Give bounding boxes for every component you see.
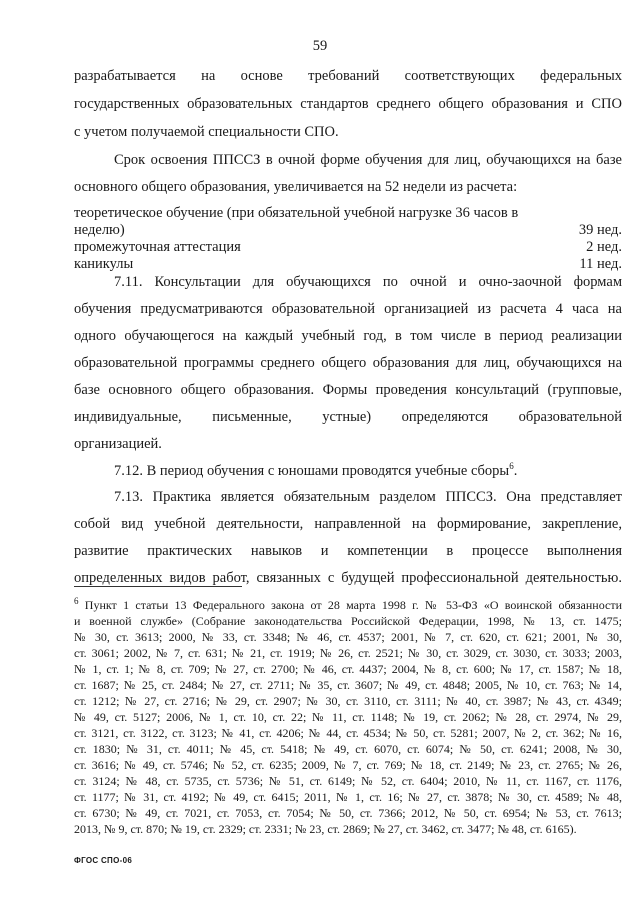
para-713-line: собой вид учебной деятельности, направленной на формирование, закрепление, [74, 516, 622, 532]
footnote-line: № 1, ст. 1; № 8, ст. 709; № 27, ст. 2700; № 46, ст. 4437; 2004, № 8, ст. 600; № 17, ст. 1587; № 18, [74, 662, 622, 676]
footnote-line: № 30, ст. 3613; 2000, № 33, ст. 3348; № 46, ст. 4537; 2001, № 7, ст. 620, ст. 621; 2001, № 30, [74, 630, 622, 644]
para-713-line: определенных видов работ, связанных с будущей профессиональной деятельностью. [74, 570, 622, 586]
para-713-line: 7.13. Практика является обязательным разделом ППССЗ. Она представляет [114, 489, 622, 505]
schedule-row-holidays [74, 256, 622, 273]
schedule-theory-value: 39 нед. [578, 222, 622, 238]
footnote-line: и военной службе» (Собрание законодательства Российской Федерации, 1998, № 13, ст. 1475; [74, 614, 622, 628]
footnote-line: 2013, № 9, ст. 870; № 19, ст. 2329; ст. 2331; № 23, ст. 2869; № 27, ст. 3462, ст. 3477; № 48, ст. 6165). [74, 822, 577, 836]
para-711-line: организацией. [74, 436, 162, 452]
footnote-line: № 49, ст. 5127; 2006, № 1, ст. 10, ст. 22; № 11, ст. 1148; № 19, ст. 2062; № 28, ст. 2974, № 29, [74, 710, 622, 724]
schedule-holidays-value: 11 нед. [579, 256, 622, 272]
para-712-text: 7.12. В период обучения с юношами проводятся учебные сборы [114, 463, 510, 479]
para-711-line: образовательной программы среднего общего образования для лиц, обучающихся на [74, 355, 622, 371]
footnote-line: ст. 3061; 2002, № 7, ст. 631; № 21, ст. 1919; № 26, ст. 2521; № 30, ст. 3029, ст. 3030, ст. 3033; 2003, [74, 646, 622, 660]
para-711-line: базе основного общего образования. Формы проведения консультаций (групповые, [74, 382, 622, 398]
footnote-ref: 6 [509, 461, 514, 472]
schedule-theory-label-cont: неделю) [74, 222, 125, 238]
page-number: 59 [312, 38, 328, 54]
para-712-tail: . [513, 463, 518, 479]
para-712 [114, 463, 622, 480]
schedule-attestation-label: промежуточная аттестация [74, 239, 241, 255]
footnote-line: ст. 3124; № 48, ст. 5735, ст. 5736; № 51, ст. 6149; № 52, ст. 6404; 2010, № 11, ст. 1167, ст. 1176, [74, 774, 622, 788]
schedule-row-attestation [74, 239, 622, 256]
footnote-line: ст. 3616; № 49, ст. 5746; № 52, ст. 6235; 2009, № 7, ст. 769; № 18, ст. 2149; № 23, ст. 2765; № 26, [74, 758, 622, 772]
footnote-separator [74, 586, 242, 587]
footnote-line: ст. 1177; № 31, ст. 4192; № 49, ст. 6415; 2011, № 1, ст. 16; № 27, ст. 3878; № 30, ст. 4589; № 48, [74, 790, 622, 804]
footnote-line: ст. 1212; № 27, ст. 2716; № 29, ст. 2907; № 30, ст. 3110, ст. 3111; № 40, ст. 3987; № 43, ст. 4349; [74, 694, 622, 708]
footer-label: ФГОС СПО-06 [74, 856, 133, 865]
para-711-line: обучения предусматриваются образовательной организацией из расчета 4 часа на [74, 301, 622, 317]
footnote-line: ст. 1687; № 25, ст. 2484; № 27, ст. 2711; № 35, ст. 3607; № 49, ст. 4848; 2005, № 10, ст. 763; № 14, [74, 678, 622, 692]
para-711-line: 7.11. Консультации для обучающихся по очной и очно-заочной формам [114, 274, 622, 290]
para-713-line: развитие практических навыков и компетенции в процессе выполнения [74, 543, 622, 559]
schedule-attestation-value: 2 нед. [586, 239, 622, 255]
footnote-line: ст. 3121, ст. 3122, ст. 3123; № 41, ст. 4206; № 44, ст. 4534; № 50, ст. 5281; 2007, № 2, ст. 362; № 16, [74, 726, 622, 740]
para2-line: Срок освоения ППССЗ в очной форме обучения для лиц, обучающихся на базе [114, 152, 622, 168]
para1-line: разрабатывается на основе требований соответствующих федеральных [74, 68, 622, 84]
schedule-holidays-label: каникулы [74, 256, 134, 272]
para2-line: основного общего образования, увеличивается на 52 недели из расчета: [74, 179, 518, 195]
schedule-row-theory [74, 222, 622, 239]
footnote-line: ст. 1830; № 31, ст. 4011; № 45, ст. 5418; № 49, ст. 6070, ст. 6074; № 50, ст. 6241; 2008, № 30, [74, 742, 622, 756]
footnote-line [74, 598, 622, 613]
para-711-line: одного обучающегося на каждый учебный год, в том числе в период реализации [74, 328, 622, 344]
para1-line: с учетом получаемой специальности СПО. [74, 124, 339, 140]
para1-line: государственных образовательных стандартов среднего общего образования и СПО [74, 96, 622, 112]
schedule-theory-label: теоретическое обучение (при обязательной учебной нагрузке 36 часов в [74, 205, 519, 221]
footnote-text: Пункт 1 статьи 13 Федерального закона от 28 марта 1998 г. № 53-ФЗ «О воинской обязанности [78, 598, 622, 612]
footnote-line: ст. 6730; № 49, ст. 7021, ст. 7053, ст. 7054; № 50, ст. 7366; 2012, № 50, ст. 6954; № 53, ст. 7613; [74, 806, 622, 820]
footnote-marker: 6 [74, 596, 79, 606]
para-711-line: индивидуальные, письменные, устные) определяются образовательной [74, 409, 622, 425]
